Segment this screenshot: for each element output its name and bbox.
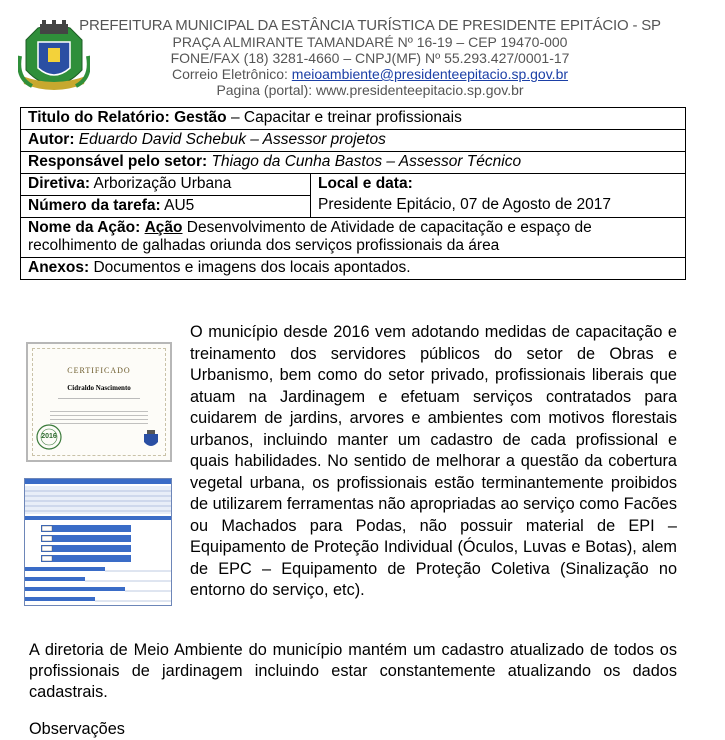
email-label: Correio Eletrônico: (171, 66, 292, 82)
place-date-cell: Local e data: Presidente Epitácio, 07 de Agosto de 2017 (311, 174, 686, 218)
author-cell: Autor: Eduardo David Schebuk – Assessor projetos (21, 130, 686, 152)
table-row (21, 130, 686, 152)
table-row (21, 218, 686, 258)
annex-cell: Anexos: Documentos e imagens dos locais apontados. (21, 258, 686, 280)
header-line-2: PRAÇA ALMIRANTE TAMANDARÉ Nº 16-19 – CEP 19470-000 (172, 34, 568, 50)
registration-form-image (24, 478, 172, 606)
header-portal: Pagina (portal): www.presidenteepitacio.sp.gov.br (216, 82, 524, 98)
email-link[interactable]: meioambiente@presidenteepitacio.sp.gov.br (291, 66, 569, 82)
certificate-year: 2016 (41, 433, 57, 440)
table-row (21, 174, 686, 196)
certificate-name: Cidraldo Nascimento (67, 384, 131, 392)
responsible-cell: Responsável pelo setor: Thiago da Cunha Bastos – Assessor Técnico (21, 152, 686, 174)
crest-small-icon (142, 430, 160, 450)
table-row (21, 108, 686, 130)
report-info-table (20, 107, 686, 280)
certificate-heading: CERTIFICADO (67, 366, 131, 375)
table-row (21, 258, 686, 280)
action-cell: Nome da Ação: Ação Desenvolvimento de Atividade de capacitação e espaço de recolhimento de galhadas oriunda dos serviços profissionais da área (21, 218, 686, 258)
table-row (21, 152, 686, 174)
header-line-3: FONE/FAX (18) 3281-4660 – CNPJ(MF) Nº 55.293.427/0001-17 (170, 50, 570, 66)
letterhead (0, 0, 725, 108)
observations-heading: Observações (29, 720, 125, 738)
directive-cell: Diretiva: Arborização Urbana (21, 174, 311, 196)
body-paragraph-2: A diretoria de Meio Ambiente do município mantém um cadastro atualizado de todos os profissionais de jardinagem incluindo estar constantemente atualizando os dados cadastrais. (29, 641, 677, 701)
body-paragraph-1: O município desde 2016 vem adotando medidas de capacitação e treinamento dos servidores públicos do setor de Obras e Urbanismo, bem como do setor privado, profissionais liberais que atuam na Jardinagem e efetuam serviços contratados para cuidarem de jardins, arvores e ambientes com motivos florestais urbanos, incluindo manter um cadastro de cada profissional e quais habilidades. No sentido de melhorar a questão da cobertura vegetal urbana, os profissionais estão terminantemente proibidos de utilizarem ferramentas não apropriadas ao serviço como Facões ou Machados para Podas, não possuir material de EPI – Equipamento de Proteção Individual (Óculos, Luvas e Botas), alem de EPC – Equipamento de Proteção Coletiva (Sinalização no entorno do serviço, etc). (190, 323, 677, 599)
certificate-image (26, 342, 172, 462)
report-title-cell: Titulo do Relatório: Gestão – Capacitar e treinar profissionais (21, 108, 686, 130)
task-number-cell: Número da tarefa: AU5 (21, 196, 311, 218)
certificate-text-lines (50, 408, 148, 426)
header-email-line (50, 66, 690, 82)
header-line-1: PREFEITURA MUNICIPAL DA ESTÂNCIA TURÍSTICA DE PRESIDENTE EPITÁCIO - SP (79, 17, 661, 34)
